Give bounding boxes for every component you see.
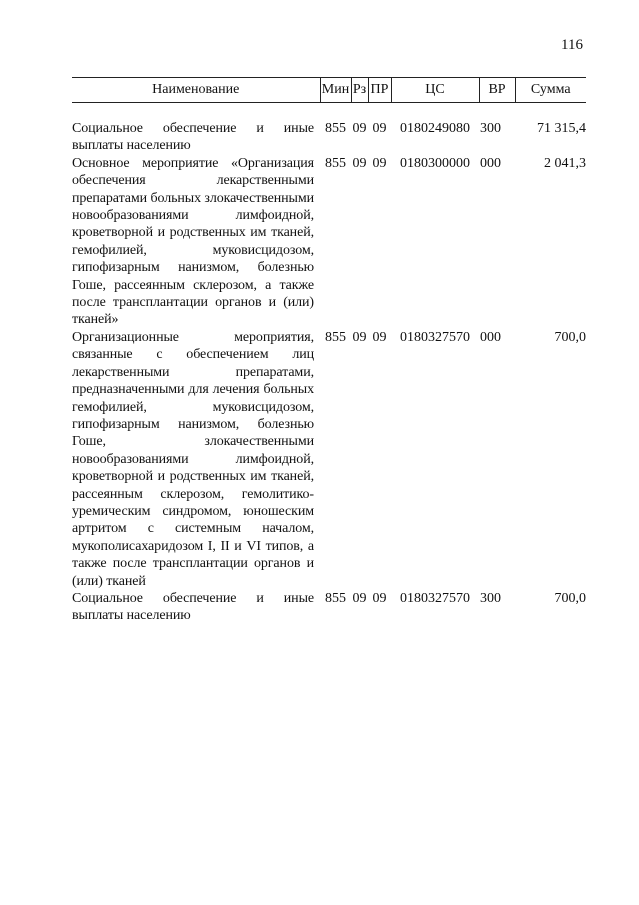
row-pr: 09 — [372, 155, 387, 171]
row-sum: 2 041,3 — [544, 155, 586, 171]
row-vr: 300 — [480, 121, 501, 136]
header-min: Мин — [320, 78, 351, 103]
header-pr: ПР — [368, 78, 391, 103]
table-body — [72, 103, 586, 625]
row-vr: 000 — [480, 329, 501, 345]
table-row — [72, 120, 586, 155]
row-min: 855 — [325, 121, 346, 136]
table-row — [72, 590, 586, 625]
row-cs: 0180300000 — [400, 155, 470, 171]
budget-table — [72, 77, 586, 625]
row-sum: 700,0 — [554, 590, 586, 606]
row-pr: 09 — [372, 329, 387, 345]
table-row — [72, 155, 586, 329]
row-rz: 09 — [352, 590, 367, 606]
header-cs: ЦС — [391, 78, 479, 103]
row-pr: 09 — [372, 590, 387, 606]
row-name: Организационные мероприятия, связанные с обеспечением лиц лекарственными препаратами, предназначенными для лечения больных гемофилией, муковисцидозом, гипофизарным нанизмом, болезнью Гоше, злокачественными новообразованиями лимфоидной, кроветворной и родственных им тканей, рассеянным склерозом, гемолитико-уремическим синдромом, юношеским артритом с системным началом, мукополисахаридозом I, II и VI типов, а также после трансплантации органов и (или) тканей — [72, 329, 314, 589]
table-header — [72, 78, 586, 103]
row-cs: 0180327570 — [400, 329, 470, 345]
table-spacer — [72, 103, 586, 121]
row-min: 855 — [325, 590, 346, 606]
row-rz: 09 — [352, 155, 367, 171]
header-vr: ВР — [479, 78, 515, 103]
row-min: 855 — [325, 155, 346, 171]
row-vr: 000 — [480, 155, 501, 171]
row-rz: 09 — [352, 121, 367, 136]
header-rz: Рз — [351, 78, 368, 103]
header-name: Наименование — [72, 78, 320, 103]
row-cs: 0180327570 — [400, 590, 470, 606]
table-row — [72, 329, 586, 590]
page-number: 116 — [561, 37, 583, 53]
row-name: Основное мероприятие «Организация обеспечения лекарственными препаратами больных злокачественными новообразованиями лимфоидной, кроветворной и родственных им тканей, гемофилией, муковисцидозом, гипофизарным нанизмом, болезнью Гоше, рассеянным склерозом, а также после трансплантации органов и (или) тканей» — [72, 155, 314, 328]
row-sum: 700,0 — [554, 329, 586, 345]
row-pr: 09 — [372, 121, 387, 136]
row-sum: 71 315,4 — [537, 121, 586, 136]
row-rz: 09 — [352, 329, 367, 345]
row-vr: 300 — [480, 590, 501, 606]
row-name: Социальное обеспечение и иные выплаты населению — [72, 121, 314, 154]
header-row — [72, 78, 586, 103]
row-name: Социальное обеспечение и иные выплаты населению — [72, 590, 314, 624]
row-min: 855 — [325, 329, 346, 345]
header-sum: Сумма — [515, 78, 586, 103]
row-cs: 0180249080 — [400, 121, 470, 136]
